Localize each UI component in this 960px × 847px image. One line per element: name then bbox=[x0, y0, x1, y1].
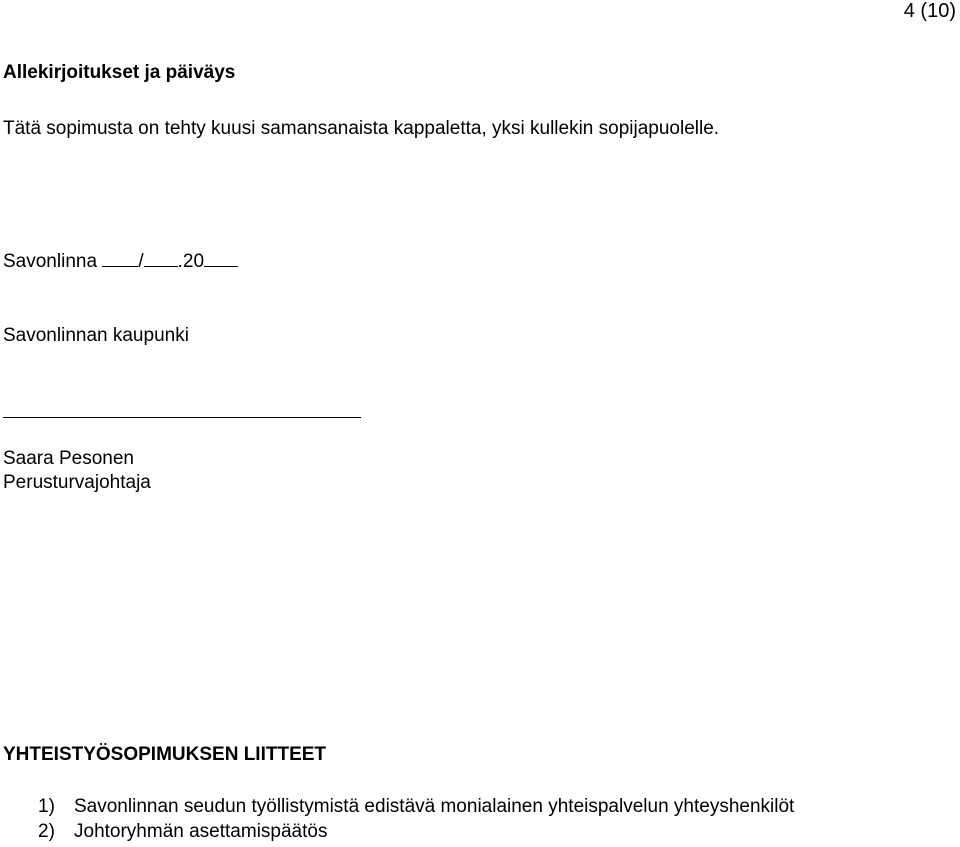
organization-name: Savonlinnan kaupunki bbox=[3, 325, 189, 346]
date-separator: / bbox=[138, 251, 144, 272]
attachment-item bbox=[38, 796, 794, 821]
signer-title: Perusturvajohtaja bbox=[3, 472, 151, 493]
year-prefix: .20 bbox=[177, 251, 205, 272]
place-name: Savonlinna bbox=[3, 251, 98, 272]
day-blank bbox=[102, 249, 138, 267]
signature-line bbox=[3, 417, 361, 418]
attachment-number: 2) bbox=[38, 821, 55, 842]
date-place-line bbox=[3, 249, 238, 273]
signatures-heading: Allekirjoitukset ja päiväys bbox=[3, 62, 236, 83]
attachment-text: Savonlinnan seudun työllistymistä edistävä monialainen yhteispalvelun yhteyshenkilöt bbox=[74, 796, 795, 817]
agreement-statement: Tätä sopimusta on tehty kuusi samansanaista kappaletta, yksi kullekin sopijapuolelle. bbox=[3, 118, 720, 139]
attachment-number: 1) bbox=[38, 796, 55, 817]
year-blank bbox=[204, 249, 238, 267]
attachment-text: Johtoryhmän asettamispäätös bbox=[74, 821, 328, 842]
attachments-heading: YHTEISTYÖSOPIMUKSEN LIITTEET bbox=[3, 744, 327, 765]
signer-name: Saara Pesonen bbox=[3, 448, 134, 469]
attachment-list bbox=[38, 796, 794, 846]
page-number: 4 (10) bbox=[903, 0, 956, 22]
attachment-item bbox=[38, 821, 794, 846]
month-blank bbox=[144, 249, 178, 267]
